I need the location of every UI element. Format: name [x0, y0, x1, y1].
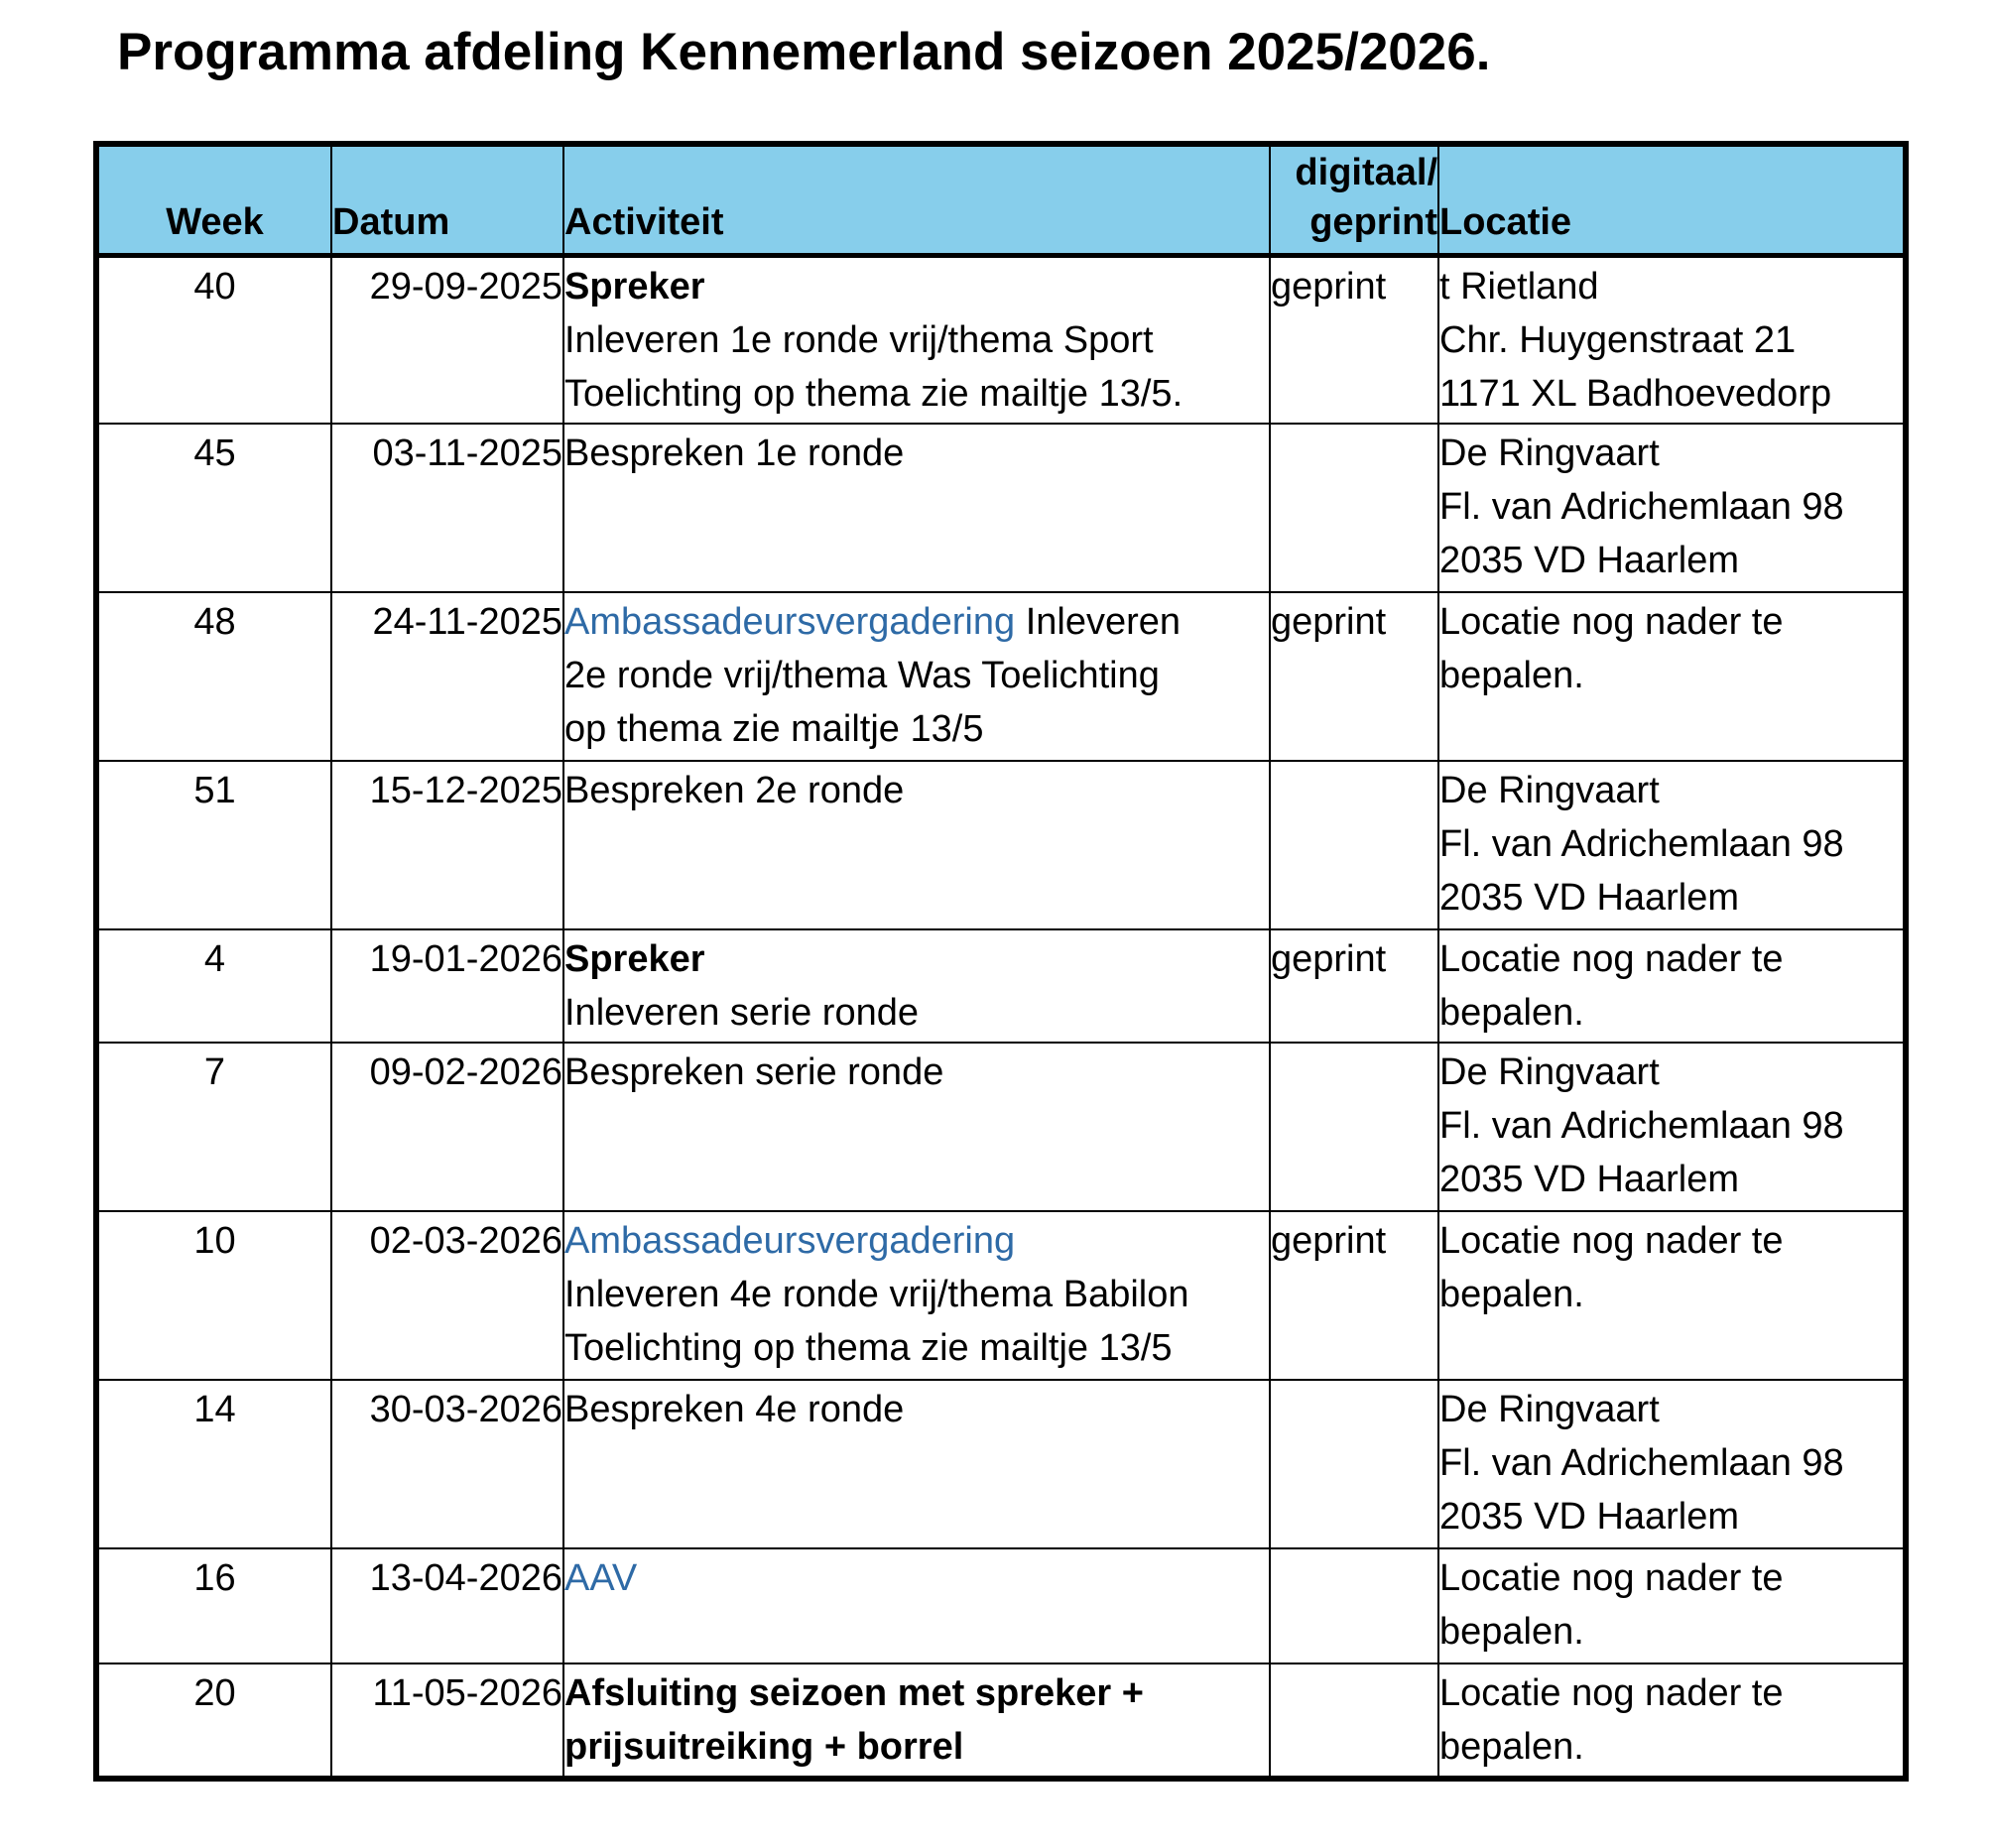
activity-cell — [563, 1663, 1270, 1779]
activity-highlight: Ambassadeursvergadering — [564, 1220, 1016, 1262]
week-cell: 16 — [96, 1548, 331, 1663]
activity-line: 2e ronde vrij/thema Was Toelichting — [564, 655, 1160, 696]
program-table — [93, 141, 1909, 1782]
week-cell: 10 — [96, 1211, 331, 1380]
activity-cell — [563, 592, 1270, 761]
header-location: Locatie — [1438, 144, 1906, 255]
week-cell: 45 — [96, 424, 331, 592]
activity-cell — [563, 1380, 1270, 1548]
table-row — [96, 1548, 1906, 1663]
medium-cell — [1270, 1043, 1438, 1211]
week-cell: 48 — [96, 592, 331, 761]
location-line: De Ringvaart — [1439, 1389, 1660, 1430]
table-row — [96, 1380, 1906, 1548]
activity-line: Spreker — [564, 265, 705, 308]
location-cell — [1438, 1211, 1906, 1380]
date-cell: 15-12-2025 — [331, 761, 563, 929]
medium-cell: geprint — [1270, 255, 1438, 424]
location-line: Locatie nog nader te — [1439, 601, 1784, 643]
medium-cell — [1270, 761, 1438, 929]
location-cell — [1438, 1380, 1906, 1548]
location-line: 2035 VD Haarlem — [1439, 1496, 1740, 1538]
week-cell: 14 — [96, 1380, 331, 1548]
location-cell — [1438, 761, 1906, 929]
date-cell: 13-04-2026 — [331, 1548, 563, 1663]
location-line: Chr. Huygenstraat 21 — [1439, 318, 1797, 361]
header-date: Datum — [331, 144, 563, 255]
medium-cell — [1270, 1380, 1438, 1548]
location-line: De Ringvaart — [1439, 432, 1660, 474]
medium-cell: geprint — [1270, 929, 1438, 1043]
location-line: 1171 XL Badhoevedorp — [1439, 372, 1832, 415]
activity-line: Inleveren 4e ronde vrij/thema Babilon — [564, 1274, 1189, 1315]
medium-cell: geprint — [1270, 1211, 1438, 1380]
activity-line: Bespreken 2e ronde — [564, 770, 905, 811]
activity-cell — [563, 1211, 1270, 1380]
date-cell: 29-09-2025 — [331, 255, 563, 424]
location-line: Fl. van Adrichemlaan 98 — [1439, 486, 1844, 528]
location-line: Fl. van Adrichemlaan 98 — [1439, 1105, 1844, 1147]
activity-line — [564, 595, 1269, 649]
activity-highlight: AAV — [564, 1557, 638, 1599]
week-cell: 4 — [96, 929, 331, 1043]
location-line: De Ringvaart — [1439, 1051, 1660, 1093]
location-line: 2035 VD Haarlem — [1439, 540, 1740, 581]
week-cell: 40 — [96, 255, 331, 424]
date-cell: 24-11-2025 — [331, 592, 563, 761]
location-line: De Ringvaart — [1439, 770, 1660, 811]
location-cell — [1438, 424, 1906, 592]
activity-line: op thema zie mailtje 13/5 — [564, 708, 984, 750]
activity-text: Inleveren — [1015, 601, 1182, 643]
activity-line: Bespreken serie ronde — [564, 1051, 944, 1093]
header-week: Week — [96, 144, 331, 255]
date-cell: 11-05-2026 — [331, 1663, 563, 1779]
activity-line: Toelichting op thema zie mailtje 13/5. — [564, 372, 1183, 415]
table-row — [96, 255, 1906, 424]
location-line: Locatie nog nader te — [1439, 1220, 1784, 1262]
location-line: bepalen. — [1439, 1611, 1584, 1653]
activity-line: Bespreken 1e ronde — [564, 432, 905, 474]
location-line: 2035 VD Haarlem — [1439, 877, 1740, 919]
activity-line: prijsuitreiking + borrel — [564, 1726, 964, 1768]
header-medium-line1: digitaal/ — [1295, 151, 1437, 193]
medium-cell — [1270, 424, 1438, 592]
activity-cell — [563, 255, 1270, 424]
location-line: t Rietland — [1439, 265, 1599, 308]
table-row — [96, 761, 1906, 929]
activity-cell — [563, 929, 1270, 1043]
location-cell — [1438, 592, 1906, 761]
activity-cell — [563, 761, 1270, 929]
medium-cell: geprint — [1270, 592, 1438, 761]
header-medium — [1270, 144, 1438, 255]
date-cell: 09-02-2026 — [331, 1043, 563, 1211]
activity-line: Afsluiting seizoen met spreker + — [564, 1672, 1144, 1714]
location-line: Locatie nog nader te — [1439, 1672, 1784, 1714]
location-cell — [1438, 929, 1906, 1043]
location-line: bepalen. — [1439, 1274, 1584, 1315]
header-row — [96, 144, 1906, 255]
location-line: Locatie nog nader te — [1439, 938, 1784, 980]
medium-cell — [1270, 1548, 1438, 1663]
date-cell: 03-11-2025 — [331, 424, 563, 592]
activity-cell — [563, 424, 1270, 592]
activity-cell — [563, 1043, 1270, 1211]
table-row — [96, 424, 1906, 592]
table-row — [96, 1043, 1906, 1211]
location-line: bepalen. — [1439, 1726, 1584, 1768]
table-row — [96, 592, 1906, 761]
activity-highlight: Ambassadeursvergadering — [564, 601, 1016, 643]
medium-cell — [1270, 1663, 1438, 1779]
activity-line: Inleveren 1e ronde vrij/thema Sport — [564, 318, 1154, 361]
activity-cell — [563, 1548, 1270, 1663]
week-cell: 7 — [96, 1043, 331, 1211]
location-line: Fl. van Adrichemlaan 98 — [1439, 1442, 1844, 1484]
location-cell — [1438, 1663, 1906, 1779]
activity-line: Bespreken 4e ronde — [564, 1389, 905, 1430]
week-cell: 51 — [96, 761, 331, 929]
location-line: 2035 VD Haarlem — [1439, 1159, 1740, 1200]
table-row — [96, 1211, 1906, 1380]
location-line: bepalen. — [1439, 992, 1584, 1034]
table-row — [96, 1663, 1906, 1779]
activity-line: Spreker — [564, 938, 705, 980]
header-activity: Activiteit — [563, 144, 1270, 255]
date-cell: 02-03-2026 — [331, 1211, 563, 1380]
location-line: bepalen. — [1439, 655, 1584, 696]
location-line: Locatie nog nader te — [1439, 1557, 1784, 1599]
location-cell — [1438, 1043, 1906, 1211]
location-line: Fl. van Adrichemlaan 98 — [1439, 823, 1844, 865]
page-title: Programma afdeling Kennemerland seizoen 2025/2026. — [117, 23, 1491, 81]
location-cell — [1438, 255, 1906, 424]
table-row — [96, 929, 1906, 1043]
activity-line: Inleveren serie ronde — [564, 992, 919, 1034]
date-cell: 19-01-2026 — [331, 929, 563, 1043]
date-cell: 30-03-2026 — [331, 1380, 563, 1548]
week-cell: 20 — [96, 1663, 331, 1779]
location-cell — [1438, 1548, 1906, 1663]
activity-line: Toelichting op thema zie mailtje 13/5 — [564, 1327, 1173, 1369]
header-medium-line2: geprint — [1309, 200, 1437, 243]
